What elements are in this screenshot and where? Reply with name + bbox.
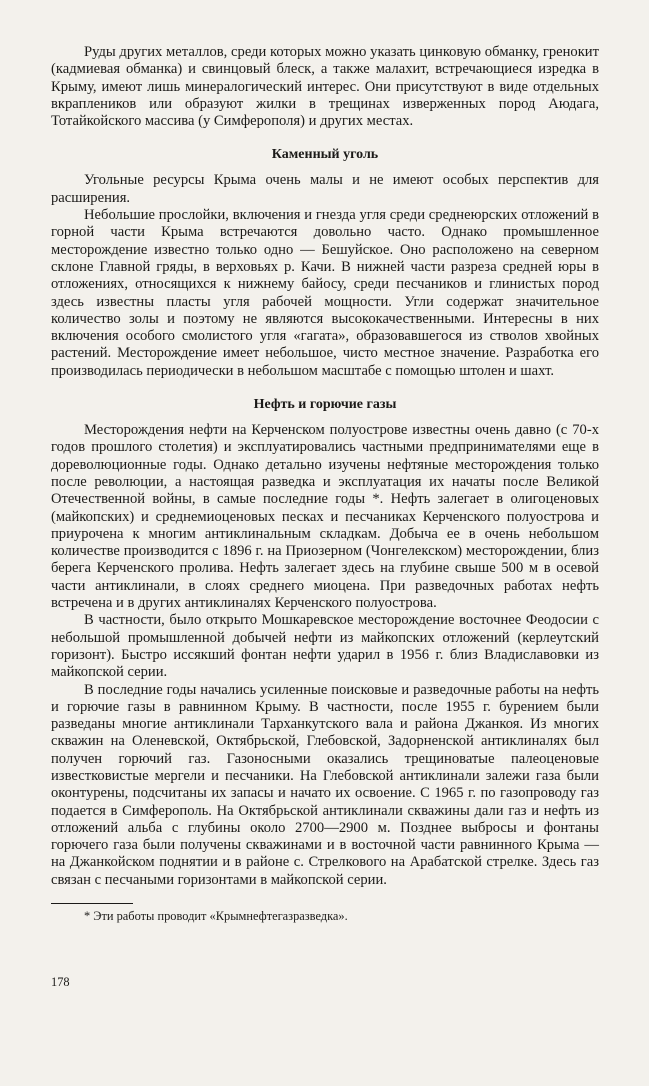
coal-paragraph-1: Угольные ресурсы Крыма очень малы и не имеют особых перспектив для расширения.	[51, 172, 599, 206]
coal-paragraph-2: Небольшие прослойки, включения и гнезда угля среди среднеюрских отложений в горной части Крыма встречаются довольно часто. Однако промышленное месторождение известно только одно — Бешуйское. Оно расположено на северном склоне Главной гряды, в верховьях р. Качи. В нижней части разреза средней юры в отложениях, относящихся к нижнему байосу, среди песчаников и глинистых пород здесь известны пласты угля рабочей мощности. Угли содержат значительное количество золы и поэтому не являются высококачественными. Интересны в них включения особого смолистого угля «гагата», образовавшегося из стволов хвойных растений. Месторождение имеет небольшое, чисто местное значение. Разработка его производилась периодически в небольшом масштабе с помощью штолен и шахт.	[51, 207, 599, 379]
intro-paragraph: Руды других металлов, среди которых можно указать цинковую обманку, гренокит (кадмиевая обманка) и свинцовый блеск, а также малахит, встречающиеся изредка в Крыму, имеют лишь минералогический интерес. Они присутствуют в виде отдельных вкраплеников или образуют жилки в трещинах изверженных пород Аюдага, Тотайкойского массива (у Симферополя) и других местах.	[51, 44, 599, 130]
footnote: * Эти работы проводит «Крымнефтегазразведка».	[84, 909, 348, 924]
oil-paragraph-2: В частности, было открыто Мошкаревское месторождение восточнее Феодосии с небольшой промышленной добычей нефти из майкопских отложений (керлеутский горизонт). Быстро иссякший фонтан нефти ударил в 1956 г. близ Владиславовки из майкопской серии.	[51, 612, 599, 681]
oil-paragraph-3: В последние годы начались усиленные поисковые и разведочные работы на нефть и горючие газы в равнинном Крыму. В частности, после 1955 г. бурением были разведаны многие антиклинали Тарханкутского вала и района Джанкоя. Из многих скважин на Оленевской, Октябрьской, Глебовской, Задорненской антиклиналях был получен горючий газ. Газоносными оказались трещиноватые палеоценовые известковистые мергели и песчаники. На Глебовской антиклинали залежи газа были оконтурены, подсчитаны их запасы и начато их освоение. С 1965 г. по газопроводу газ подается в Симферополь. На Октябрьской антиклинали скважины дали газ и нефть из отложений альба с глубины около 2700—2900 м. Позднее выбросы и фонтаны горючего газа были получены скважинами и в восточной части равнинного Крыма — на Джанкойском поднятии и в районе с. Стрелкового на Арабатской стрелке. Здесь газ связан с песчаными горизонтами в майкопской серии.	[51, 681, 599, 888]
oil-paragraph-1: Месторождения нефти на Керченском полуострове известны очень давно (с 70-х годов прошлого столетия) и эксплуатировались частными предпринимателями еще в дореволюционные годы. Однако детально изучены нефтяные месторождения только после революции, а настоящая разведка и эксплуатация их начаты после Великой Отечественной войны, в самые последние годы *. Нефть залегает в олигоценовых (майкопских) и среднемиоценовых песках и песчаниках Керченского полуострова и приурочена к многим антиклинальным складкам. Добыча ее в очень небольшом количестве производится с 1896 г. на Приозерном (Чонгелекском) месторождении, близ берега Керченского пролива. Нефть залегает здесь на глубине свыше 500 м в осевой части антиклинали, в слоях среднего миоцена. При разведочных работах нефть встречена и в других антиклиналях Керченского полуострова.	[51, 422, 599, 612]
section-heading-coal: Каменный уголь	[271, 147, 379, 163]
section-heading-oil-gas: Нефть и горючие газы	[253, 397, 397, 413]
page-number: 178	[51, 975, 70, 989]
footnote-divider	[51, 903, 133, 904]
